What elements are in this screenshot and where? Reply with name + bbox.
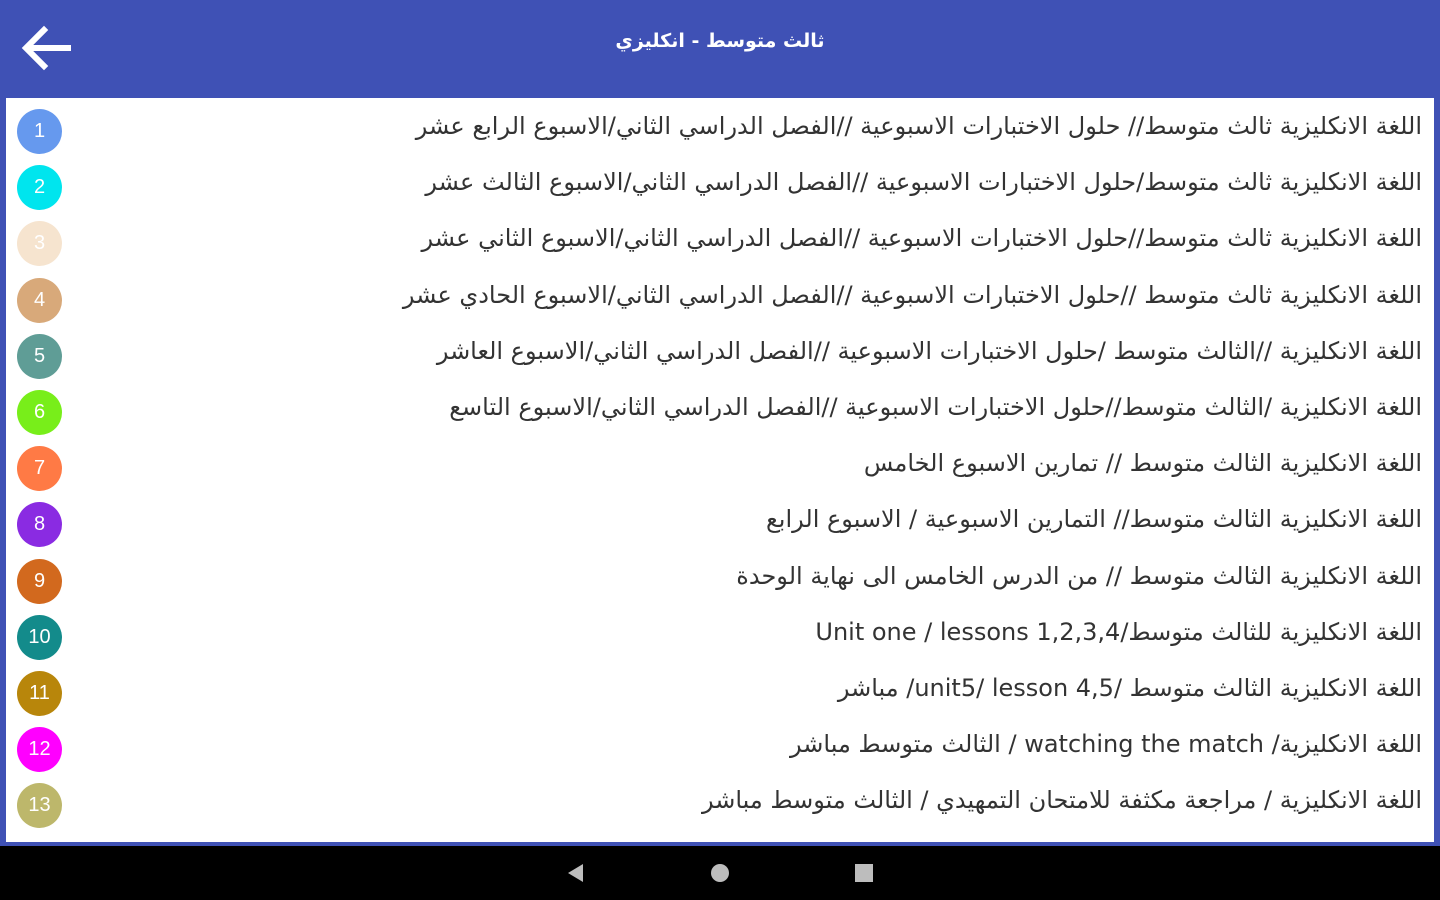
nav-recents-square-icon — [853, 862, 875, 884]
nav-recents-button[interactable] — [844, 854, 884, 892]
item-number-badge: 11 — [17, 671, 62, 716]
list-item[interactable] — [6, 548, 1434, 604]
list-item[interactable] — [6, 379, 1434, 435]
item-title: اللغة الانكليزية / مراجعة مكثفة للامتحان التمهيدي / الثالث متوسط مباشر — [701, 786, 1422, 815]
nav-back-button[interactable] — [556, 854, 596, 892]
item-title: اللغة الانكليزية الثالث متوسط// التمارين الاسبوعية / الاسبوع الرابع — [766, 505, 1422, 534]
item-number-badge: 13 — [17, 783, 62, 828]
item-number-badge: 7 — [17, 446, 62, 491]
lessons-list — [6, 98, 1434, 842]
list-item[interactable] — [6, 210, 1434, 266]
item-title: اللغة الانكليزية ثالث متوسط/حلول الاختبارات الاسبوعية //الفصل الدراسي الثاني/الاسبوع الثالث عشر — [425, 168, 1422, 197]
item-title: اللغة الانكليزية //الثالث متوسط /حلول الاختبارات الاسبوعية //الفصل الدراسي الثاني/الاسبوع العاشر — [436, 336, 1422, 365]
item-number-badge: 4 — [17, 278, 62, 323]
nav-home-button[interactable] — [700, 854, 740, 892]
page-title: ثالث متوسط - انكليزي — [615, 30, 825, 52]
item-number-badge: 12 — [17, 727, 62, 772]
list-item[interactable] — [6, 660, 1434, 716]
list-item[interactable] — [6, 491, 1434, 547]
item-title: اللغة الانكليزية ثالث متوسط//حلول الاختبارات الاسبوعية //الفصل الدراسي الثاني/الاسبوع الثاني عشر — [421, 224, 1422, 253]
app-bar — [0, 0, 1440, 96]
system-nav-bar — [0, 846, 1440, 900]
list-item[interactable] — [6, 98, 1434, 154]
item-title: اللغة الانكليزية ثالث متوسط //حلول الاختبارات الاسبوعية //الفصل الدراسي الثاني/الاسبوع الحادي عشر — [402, 280, 1422, 309]
item-number-badge: 8 — [17, 502, 62, 547]
list-item[interactable] — [6, 772, 1434, 828]
item-number-badge: 6 — [17, 390, 62, 435]
list-item[interactable] — [6, 323, 1434, 379]
item-number-badge: 5 — [17, 334, 62, 379]
list-item[interactable] — [6, 435, 1434, 491]
item-title: اللغة الانكليزية الثالث متوسط /unit5/ lesson 4,5/ مباشر — [837, 674, 1422, 702]
item-title: اللغة الانكليزية/ watching the match / الثالث متوسط مباشر — [790, 730, 1422, 759]
item-title: اللغة الانكليزية الثالث متوسط // تمارين الاسبوع الخامس — [863, 449, 1422, 478]
list-item[interactable] — [6, 716, 1434, 772]
nav-home-circle-icon — [709, 862, 731, 884]
nav-back-triangle-icon — [565, 862, 587, 884]
list-item[interactable] — [6, 604, 1434, 660]
item-title: اللغة الانكليزية /الثالث متوسط//حلول الاختبارات الاسبوعية //الفصل الدراسي الثاني/الاسبوع التاسع — [449, 393, 1422, 421]
list-item[interactable] — [6, 154, 1434, 210]
item-title: اللغة الانكليزية للثالث متوسط/Unit one / lessons 1,2,3,4 — [815, 617, 1422, 646]
item-number-badge: 1 — [17, 109, 62, 154]
item-number-badge: 2 — [17, 165, 62, 210]
item-title: اللغة الانكليزية الثالث متوسط // من الدرس الخامس الى نهاية الوحدة — [736, 561, 1422, 590]
list-item[interactable] — [6, 267, 1434, 323]
item-number-badge: 3 — [17, 221, 62, 266]
item-title: اللغة الانكليزية ثالث متوسط// حلول الاختبارات الاسبوعية //الفصل الدراسي الثاني/الاسبوع الرابع عشر — [415, 112, 1422, 140]
item-number-badge: 9 — [17, 559, 62, 604]
item-number-badge: 10 — [17, 615, 62, 660]
